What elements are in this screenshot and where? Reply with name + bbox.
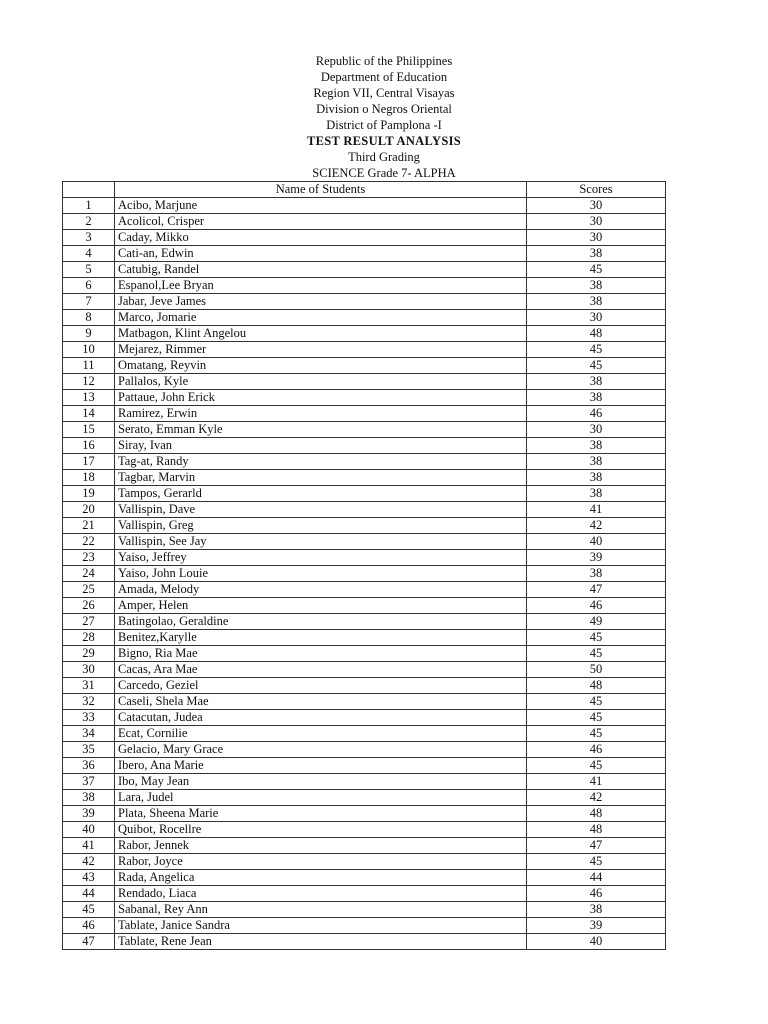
row-number: 7 [63, 294, 115, 310]
table-row [63, 358, 666, 374]
row-number: 47 [63, 934, 115, 950]
row-number: 8 [63, 310, 115, 326]
student-name: Catubig, Randel [115, 262, 527, 278]
student-score: 45 [527, 342, 666, 358]
table-row [63, 454, 666, 470]
table-row [63, 902, 666, 918]
student-score: 39 [527, 550, 666, 566]
student-name: Amada, Melody [115, 582, 527, 598]
student-score: 46 [527, 886, 666, 902]
table-row [63, 262, 666, 278]
table-row [63, 406, 666, 422]
student-name: Serato, Emman Kyle [115, 422, 527, 438]
row-number: 27 [63, 614, 115, 630]
table-row [63, 310, 666, 326]
row-number: 24 [63, 566, 115, 582]
student-name: Ibero, Ana Marie [115, 758, 527, 774]
student-name: Acolicol, Crisper [115, 214, 527, 230]
student-name: Mejarez, Rimmer [115, 342, 527, 358]
row-number: 26 [63, 598, 115, 614]
row-number: 43 [63, 870, 115, 886]
header-region: Region VII, Central Visayas [313, 86, 455, 100]
student-score: 38 [527, 470, 666, 486]
row-number: 9 [63, 326, 115, 342]
table-row [63, 838, 666, 854]
student-score: 30 [527, 198, 666, 214]
student-score: 45 [527, 630, 666, 646]
document-header [0, 53, 768, 181]
row-number: 16 [63, 438, 115, 454]
student-name: Cacas, Ara Mae [115, 662, 527, 678]
student-score: 30 [527, 214, 666, 230]
student-score: 45 [527, 854, 666, 870]
table-row [63, 470, 666, 486]
student-score: 30 [527, 310, 666, 326]
row-number: 38 [63, 790, 115, 806]
table-row [63, 566, 666, 582]
student-name: Caday, Mikko [115, 230, 527, 246]
student-name: Benitez,Karylle [115, 630, 527, 646]
student-score: 47 [527, 838, 666, 854]
student-name: Rendado, Liaca [115, 886, 527, 902]
student-score: 38 [527, 486, 666, 502]
row-number: 28 [63, 630, 115, 646]
table-row [63, 230, 666, 246]
student-name: Lara, Judel [115, 790, 527, 806]
row-number: 29 [63, 646, 115, 662]
table-row [63, 278, 666, 294]
row-number: 34 [63, 726, 115, 742]
table-row [63, 758, 666, 774]
table-row [63, 374, 666, 390]
row-number: 6 [63, 278, 115, 294]
row-number: 46 [63, 918, 115, 934]
header-number-cell [63, 182, 115, 198]
table-row [63, 438, 666, 454]
table-row [63, 854, 666, 870]
row-number: 32 [63, 694, 115, 710]
row-number: 39 [63, 806, 115, 822]
table-row [63, 502, 666, 518]
table-row [63, 726, 666, 742]
row-number: 25 [63, 582, 115, 598]
student-score: 45 [527, 646, 666, 662]
column-header-name: Name of Students [115, 182, 527, 198]
student-score: 49 [527, 614, 666, 630]
table-row [63, 582, 666, 598]
student-score: 48 [527, 326, 666, 342]
student-name: Pallalos, Kyle [115, 374, 527, 390]
row-number: 15 [63, 422, 115, 438]
student-score: 46 [527, 598, 666, 614]
student-name: Pattaue, John Erick [115, 390, 527, 406]
row-number: 35 [63, 742, 115, 758]
student-score: 46 [527, 406, 666, 422]
table-row [63, 390, 666, 406]
student-score: 38 [527, 294, 666, 310]
row-number: 40 [63, 822, 115, 838]
student-score: 48 [527, 822, 666, 838]
student-name: Tampos, Gerarld [115, 486, 527, 502]
student-name: Sabanal, Rey Ann [115, 902, 527, 918]
student-score: 38 [527, 902, 666, 918]
student-name: Matbagon, Klint Angelou [115, 326, 527, 342]
student-score: 38 [527, 566, 666, 582]
header-department: Department of Education [320, 70, 448, 84]
student-score: 48 [527, 678, 666, 694]
table-row [63, 870, 666, 886]
student-score: 45 [527, 694, 666, 710]
table-row [63, 790, 666, 806]
table-row [63, 534, 666, 550]
table-row [63, 886, 666, 902]
row-number: 45 [63, 902, 115, 918]
student-score: 45 [527, 726, 666, 742]
header-division: Division o Negros Oriental [316, 102, 452, 116]
student-score: 42 [527, 518, 666, 534]
student-name: Rada, Angelica [115, 870, 527, 886]
student-score: 38 [527, 390, 666, 406]
student-score: 48 [527, 806, 666, 822]
student-score: 38 [527, 278, 666, 294]
student-score: 45 [527, 358, 666, 374]
student-name: Jabar, Jeve James [115, 294, 527, 310]
row-number: 30 [63, 662, 115, 678]
document-title: TEST RESULT ANALYSIS [306, 134, 461, 148]
table-row [63, 550, 666, 566]
row-number: 42 [63, 854, 115, 870]
table-row [63, 822, 666, 838]
row-number: 21 [63, 518, 115, 534]
student-name: Espanol,Lee Bryan [115, 278, 527, 294]
student-name: Ibo, May Jean [115, 774, 527, 790]
row-number: 13 [63, 390, 115, 406]
table-row [63, 486, 666, 502]
table-row [63, 918, 666, 934]
table-row [63, 214, 666, 230]
student-score: 46 [527, 742, 666, 758]
row-number: 41 [63, 838, 115, 854]
table-row [63, 774, 666, 790]
row-number: 36 [63, 758, 115, 774]
table-row [63, 630, 666, 646]
table-row [63, 518, 666, 534]
row-number: 3 [63, 230, 115, 246]
student-name: Yaiso, John Louie [115, 566, 527, 582]
student-score: 38 [527, 374, 666, 390]
table-row [63, 806, 666, 822]
table-row [63, 934, 666, 950]
table-row [63, 198, 666, 214]
table-row [63, 246, 666, 262]
row-number: 23 [63, 550, 115, 566]
student-name: Vallispin, Dave [115, 502, 527, 518]
student-score: 42 [527, 790, 666, 806]
header-grading: Third Grading [348, 150, 420, 164]
student-name: Amper, Helen [115, 598, 527, 614]
student-name: Vallispin, Greg [115, 518, 527, 534]
table-body [63, 198, 666, 950]
header-subject: SCIENCE Grade 7- ALPHA [312, 166, 456, 180]
student-name: Siray, Ivan [115, 438, 527, 454]
student-name: Ecat, Cornilie [115, 726, 527, 742]
student-score: 38 [527, 454, 666, 470]
student-name: Caseli, Shela Mae [115, 694, 527, 710]
student-name: Tablate, Rene Jean [115, 934, 527, 950]
student-score: 39 [527, 918, 666, 934]
student-name: Cati-an, Edwin [115, 246, 527, 262]
table-row [63, 598, 666, 614]
student-name: Vallispin, See Jay [115, 534, 527, 550]
table-row [63, 678, 666, 694]
student-score: 30 [527, 230, 666, 246]
student-name: Batingolao, Geraldine [115, 614, 527, 630]
student-score: 45 [527, 710, 666, 726]
header-republic: Republic of the Philippines [315, 54, 453, 68]
table-row [63, 422, 666, 438]
row-number: 44 [63, 886, 115, 902]
table-row [63, 710, 666, 726]
table-row [63, 694, 666, 710]
row-number: 10 [63, 342, 115, 358]
student-score: 50 [527, 662, 666, 678]
student-name: Tag-at, Randy [115, 454, 527, 470]
row-number: 14 [63, 406, 115, 422]
student-name: Ramirez, Erwin [115, 406, 527, 422]
student-score: 41 [527, 774, 666, 790]
student-score: 40 [527, 934, 666, 950]
row-number: 17 [63, 454, 115, 470]
row-number: 2 [63, 214, 115, 230]
student-score: 30 [527, 422, 666, 438]
student-score: 38 [527, 246, 666, 262]
table-row [63, 294, 666, 310]
student-name: Rabor, Joyce [115, 854, 527, 870]
row-number: 4 [63, 246, 115, 262]
row-number: 31 [63, 678, 115, 694]
student-name: Quibot, Rocellre [115, 822, 527, 838]
row-number: 11 [63, 358, 115, 374]
row-number: 19 [63, 486, 115, 502]
table-row [63, 742, 666, 758]
student-name: Gelacio, Mary Grace [115, 742, 527, 758]
table-row [63, 662, 666, 678]
table-row [63, 614, 666, 630]
student-name: Rabor, Jennek [115, 838, 527, 854]
row-number: 5 [63, 262, 115, 278]
student-score: 47 [527, 582, 666, 598]
row-number: 22 [63, 534, 115, 550]
scores-table [62, 181, 666, 950]
row-number: 12 [63, 374, 115, 390]
student-name: Omatang, Reyvin [115, 358, 527, 374]
student-name: Plata, Sheena Marie [115, 806, 527, 822]
student-score: 44 [527, 870, 666, 886]
table-row [63, 326, 666, 342]
row-number: 18 [63, 470, 115, 486]
row-number: 1 [63, 198, 115, 214]
table-header-row [63, 182, 666, 198]
row-number: 33 [63, 710, 115, 726]
table-row [63, 646, 666, 662]
student-name: Acibo, Marjune [115, 198, 527, 214]
student-name: Tagbar, Marvin [115, 470, 527, 486]
row-number: 37 [63, 774, 115, 790]
student-score: 41 [527, 502, 666, 518]
student-score: 40 [527, 534, 666, 550]
student-name: Tablate, Janice Sandra [115, 918, 527, 934]
row-number: 20 [63, 502, 115, 518]
student-name: Bigno, Ria Mae [115, 646, 527, 662]
student-score: 38 [527, 438, 666, 454]
student-score: 45 [527, 262, 666, 278]
column-header-scores: Scores [527, 182, 666, 198]
student-name: Catacutan, Judea [115, 710, 527, 726]
student-score: 45 [527, 758, 666, 774]
table-row [63, 342, 666, 358]
student-name: Carcedo, Geziel [115, 678, 527, 694]
student-name: Yaiso, Jeffrey [115, 550, 527, 566]
student-name: Marco, Jomarie [115, 310, 527, 326]
header-district: District of Pamplona -I [326, 118, 442, 132]
